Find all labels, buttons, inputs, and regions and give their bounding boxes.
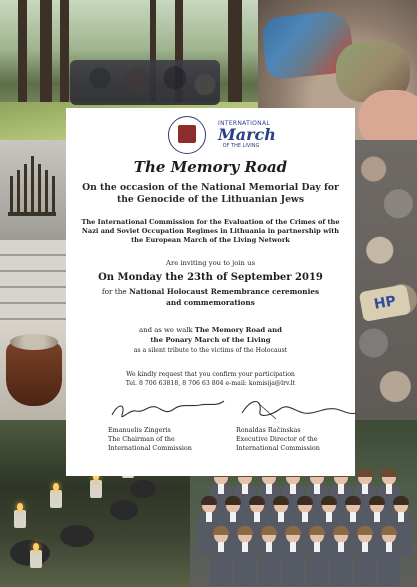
commission-text: The International Commission for the Evaluation of the Crimes of the Nazi and Soviet Occupation Regimes in Lithuania in partnership with the European March of the Living Network: [81, 218, 340, 244]
choir-member-figure: [210, 528, 232, 586]
choir-member-figure: [282, 528, 304, 586]
ceremony-line-1: for the National Holocaust Remembrance ceremonies: [101, 287, 320, 296]
commission-seal-logo: [168, 116, 206, 154]
inviting-text: Are inviting you to join us: [166, 259, 255, 267]
walk-line-3: as a silent tribute to the victims of the Holocaust: [133, 347, 288, 354]
march-of-the-living-logo: INTERNATIONAL March OF THE LIVING: [218, 120, 276, 149]
occasion-text: On the occasion of the National Memorial Day for the Genocide of the Lithuanian Jews: [82, 182, 339, 205]
logos: [66, 116, 355, 156]
rsvp-contact: Tel. 8 706 63818, 8 706 63 804 e-mail: komisija@lrv.lt: [125, 380, 296, 387]
choir-member-figure: [234, 528, 256, 586]
choir-member-figure: [330, 528, 352, 586]
stone-pot-photo: [0, 320, 66, 420]
rsvp-request: We kindly request that you confirm your participation: [126, 371, 295, 378]
choir-member-figure: [378, 528, 400, 586]
menorah-memorial-photo: [0, 140, 66, 320]
invitation-card: [66, 108, 355, 476]
ceremony-line-2: and commemorations: [166, 298, 255, 307]
stone-label: HP: [359, 284, 411, 322]
walk-line-2: the Ponary March of the Living: [150, 336, 271, 344]
choir-member-figure: [354, 528, 376, 586]
choir-member-figure: [306, 528, 328, 586]
event-date: On Monday the 23th of September 2019: [98, 272, 323, 283]
stone-pile-photo: [355, 140, 417, 430]
choir-member-figure: [258, 528, 280, 586]
signature-racinskas: [232, 393, 362, 425]
invitation-title: The Memory Road: [133, 158, 288, 176]
walk-line-1: and as we walk The Memory Road and: [139, 326, 282, 334]
signer-racinskas: Ronaldas Račinskas Executive Director of the International Commission: [236, 426, 320, 452]
signature-zingeris: [104, 393, 234, 425]
signer-zingeris: Emanuelis Zingeris The Chairman of the International Commission: [108, 426, 192, 452]
